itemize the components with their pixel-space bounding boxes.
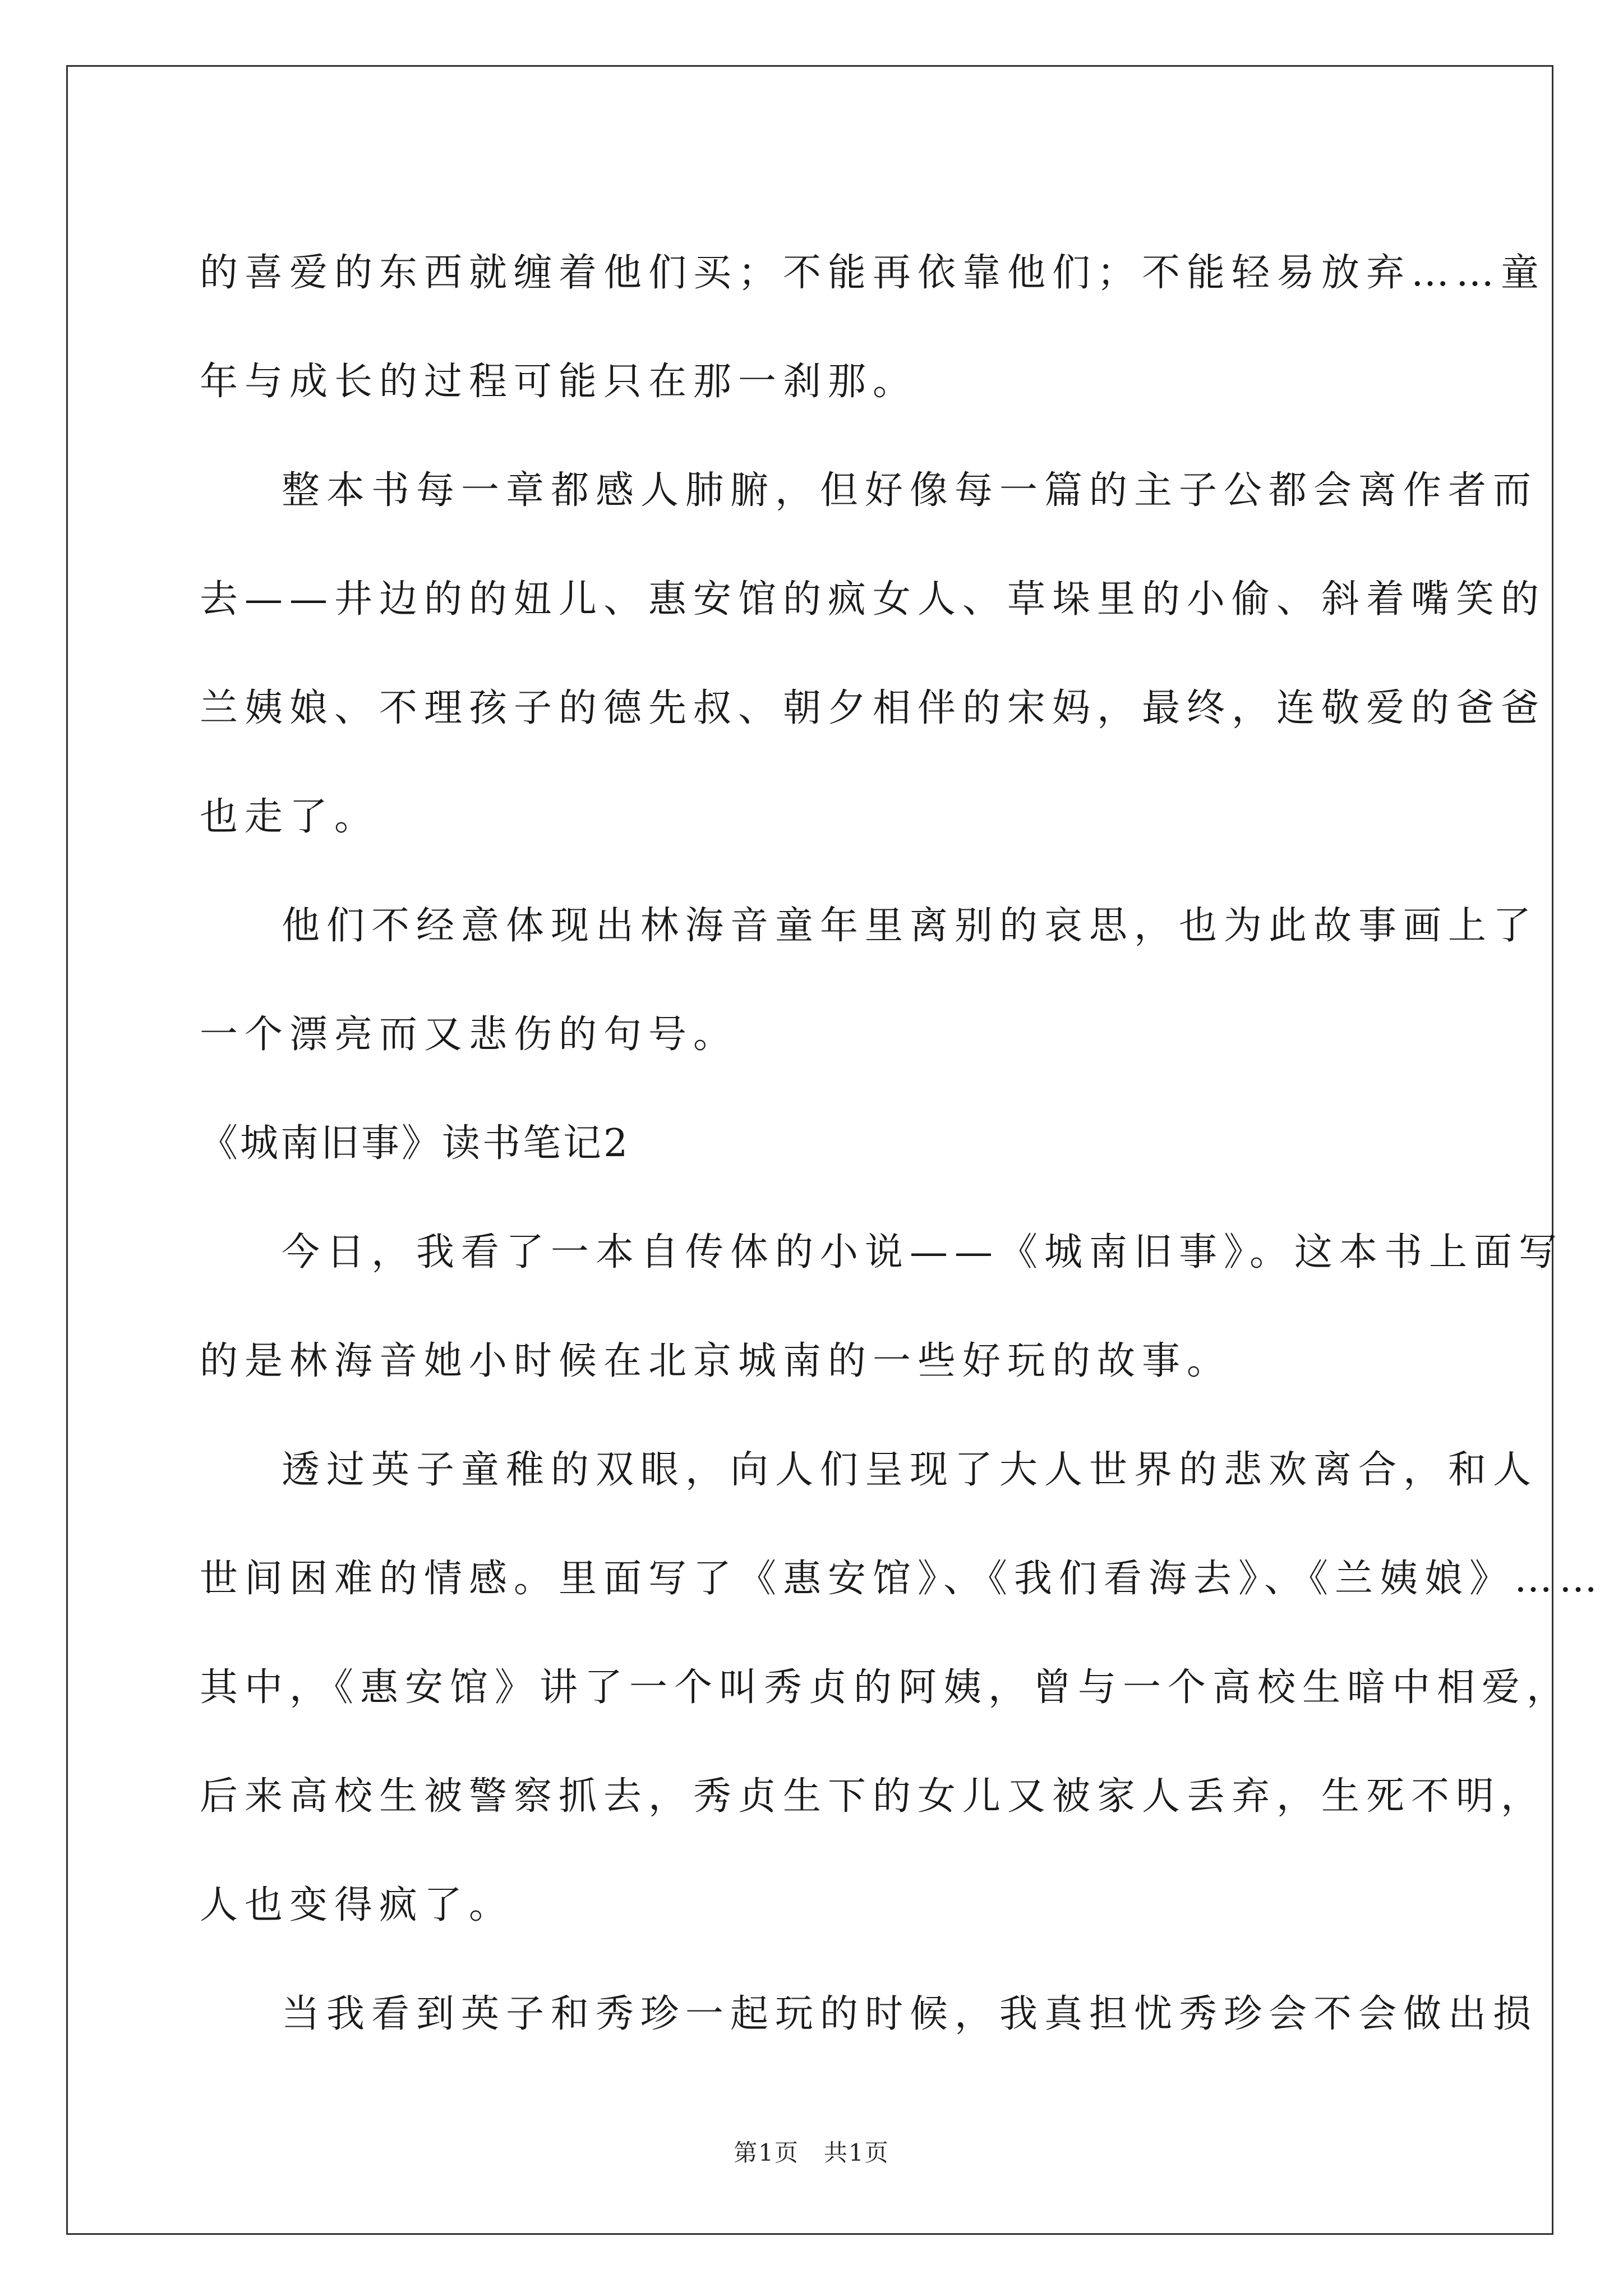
text-line: 的喜爱的东西就缠着他们买；不能再依靠他们；不能轻易放弃……童 — [200, 251, 1546, 295]
text-line: 其中，《惠安馆》讲了一个叫秀贞的阿姨，曾与一个高校生暗中相爱， — [200, 1665, 1572, 1710]
document-body — [200, 219, 1604, 2069]
text-line: 后来高校生被警察抓去，秀贞生下的女儿又被家人丢弃，生死不明， — [200, 1774, 1546, 1819]
text-line: 一个漂亮而又悲伤的句号。 — [200, 1013, 739, 1057]
text-line: 人也变得疯了。 — [200, 1883, 514, 1927]
text-line: 他们不经意体现出林海音童年里离别的哀思，也为此故事画上了 — [282, 904, 1538, 948]
text-line: 年与成长的过程可能只在那一刹那。 — [200, 360, 918, 404]
text-line: 去——井边的的妞儿、惠安馆的疯女人、草垛里的小偷、斜着嘴笑的 — [200, 577, 1546, 622]
text-line: 兰姨娘、不理孩子的德先叔、朝夕相伴的宋妈，最终，连敬爱的爸爸 — [200, 686, 1546, 730]
text-line: 今日，我看了一本自传体的小说——《城南旧事》。这本书上面写 — [282, 1230, 1564, 1274]
text-line: 透过英子童稚的双眼，向人们呈现了大人世界的悲欢离合，和人 — [282, 1448, 1538, 1492]
section-heading: 《城南旧事》读书笔记2 — [200, 1121, 630, 1166]
text-line: 当我看到英子和秀珍一起玩的时候，我真担忧秀珍会不会做出损 — [282, 1992, 1538, 2036]
page-footer: 第1页 共1页 — [734, 2139, 889, 2166]
text-line: 整本书每一章都感人肺腑，但好像每一篇的主子公都会离作者而 — [282, 468, 1538, 513]
text-line: 也走了。 — [200, 795, 380, 839]
text-line: 的是林海音她小时候在北京城南的一些好玩的故事。 — [200, 1339, 1232, 1383]
text-line: 世间困难的情感。里面写了《惠安馆》、《我们看海去》、《兰姨娘》…… — [200, 1557, 1604, 1601]
